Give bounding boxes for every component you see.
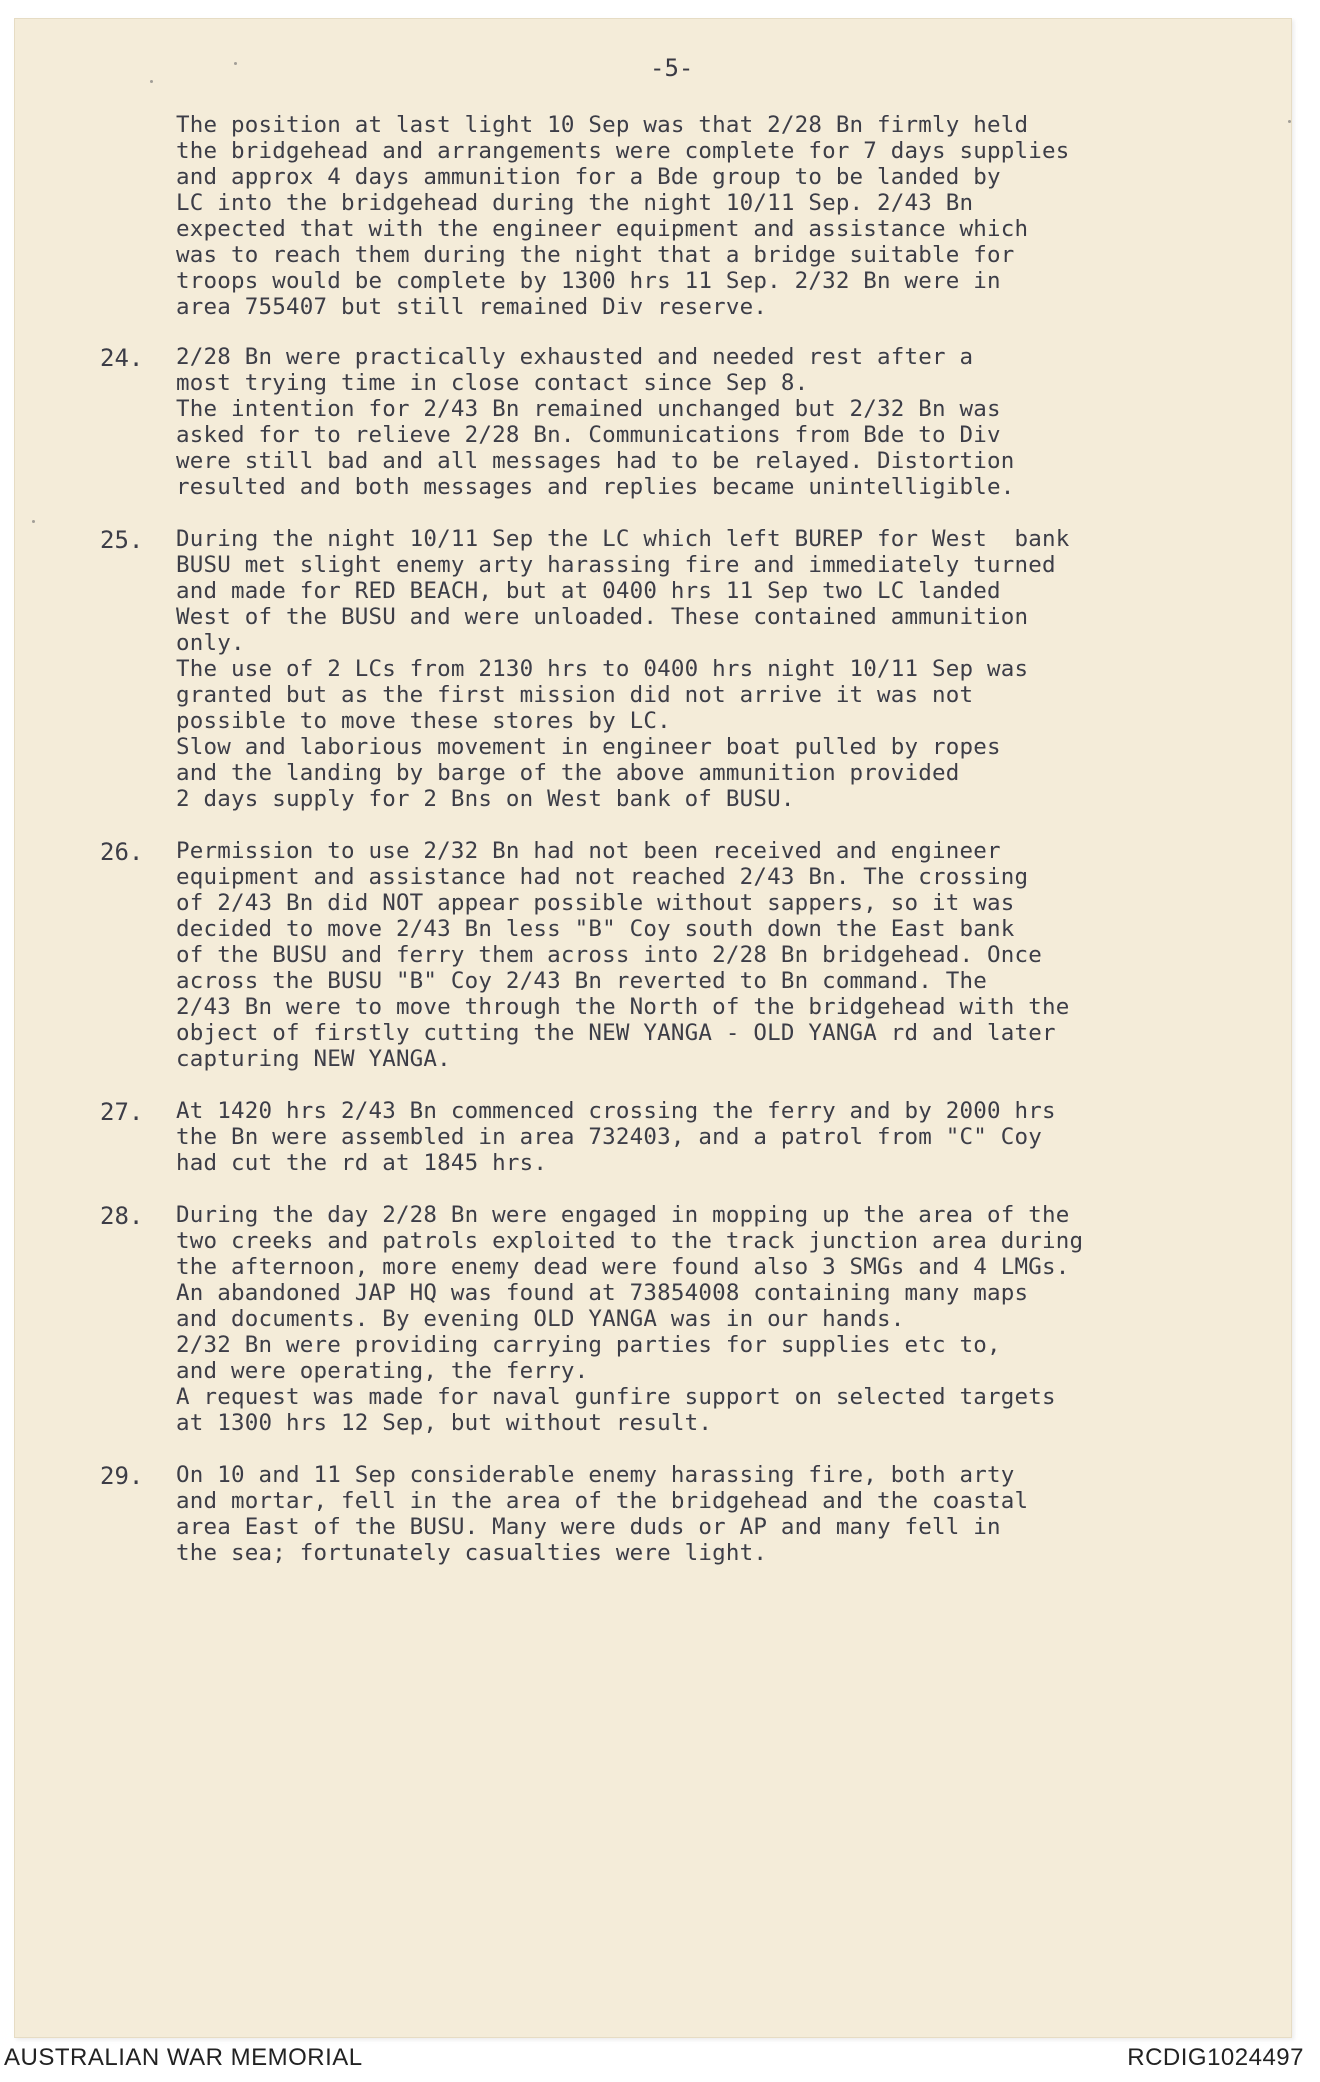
paper-speck xyxy=(32,520,35,523)
text-line: at 1300 hrs 12 Sep, but without result. xyxy=(176,1410,713,1436)
text-line: and approx 4 days ammunition for a Bde group to be landed by xyxy=(176,164,1001,190)
text-line: The use of 2 LCs from 2130 hrs to 0400 hrs night 10/11 Sep was xyxy=(176,656,1029,682)
paragraph-number: 26. xyxy=(100,838,144,866)
text-line: only. xyxy=(176,630,245,656)
text-line: Permission to use 2/32 Bn had not been received and engineer xyxy=(176,838,1001,864)
text-line: and mortar, fell in the area of the bridgehead and the coastal xyxy=(176,1488,1029,1514)
text-line: BUSU met slight enemy arty harassing fire and immediately turned xyxy=(176,552,1056,578)
text-line: and the landing by barge of the above ammunition provided xyxy=(176,760,960,786)
text-line: During the night 10/11 Sep the LC which left BUREP for West bank xyxy=(176,526,1070,552)
footer-archive-name: AUSTRALIAN WAR MEMORIAL xyxy=(4,2044,363,2071)
text-line: of the BUSU and ferry them across into 2/28 Bn bridgehead. Once xyxy=(176,942,1043,968)
text-line: the Bn were assembled in area 732403, and a patrol from "C" Coy xyxy=(176,1124,1043,1150)
text-line: During the day 2/28 Bn were engaged in mopping up the area of the xyxy=(176,1202,1070,1228)
paper-speck xyxy=(234,62,237,65)
text-line: the bridgehead and arrangements were complete for 7 days supplies xyxy=(176,138,1070,164)
text-line: A request was made for naval gunfire support on selected targets xyxy=(176,1384,1056,1410)
paper-speck xyxy=(150,80,153,83)
text-line: expected that with the engineer equipment and assistance which xyxy=(176,216,1029,242)
text-line: was to reach them during the night that a bridge suitable for xyxy=(176,242,1015,268)
paragraph-number: 28. xyxy=(100,1202,144,1230)
text-line: At 1420 hrs 2/43 Bn commenced crossing the ferry and by 2000 hrs xyxy=(176,1098,1056,1124)
text-line: the afternoon, more enemy dead were found also 3 SMGs and 4 LMGs. xyxy=(176,1254,1070,1280)
text-line: 2/43 Bn were to move through the North of the bridgehead with the xyxy=(176,994,1070,1020)
paragraph-text xyxy=(176,1462,1028,1566)
paragraph-number: 25. xyxy=(100,526,144,554)
footer-document-id: RCDIG1024497 xyxy=(1127,2044,1304,2071)
text-line: LC into the bridgehead during the night 10/11 Sep. 2/43 Bn xyxy=(176,190,974,216)
text-line: area 755407 but still remained Div reserve. xyxy=(176,294,768,320)
paragraph-text xyxy=(176,1202,1083,1436)
text-line: The intention for 2/43 Bn remained unchanged but 2/32 Bn was xyxy=(176,396,1001,422)
page-number: -5- xyxy=(650,54,694,82)
text-line: granted but as the first mission did not arrive it was not xyxy=(176,682,974,708)
text-line: An abandoned JAP HQ was found at 73854008 containing many maps xyxy=(176,1280,1029,1306)
text-line: 2 days supply for 2 Bns on West bank of BUSU. xyxy=(176,786,795,812)
paragraph-text xyxy=(176,344,1015,500)
text-line: decided to move 2/43 Bn less "B" Coy south down the East bank xyxy=(176,916,1015,942)
paper-speck xyxy=(1288,120,1291,123)
text-line: two creeks and patrols exploited to the track junction area during xyxy=(176,1228,1084,1254)
text-line: resulted and both messages and replies became unintelligible. xyxy=(176,474,1015,500)
text-line: had cut the rd at 1845 hrs. xyxy=(176,1150,548,1176)
text-line: equipment and assistance had not reached 2/43 Bn. The crossing xyxy=(176,864,1029,890)
text-line: asked for to relieve 2/28 Bn. Communications from Bde to Div xyxy=(176,422,1001,448)
text-line: Slow and laborious movement in engineer boat pulled by ropes xyxy=(176,734,1001,760)
text-line: were still bad and all messages had to be relayed. Distortion xyxy=(176,448,1015,474)
text-line: across the BUSU "B" Coy 2/43 Bn reverted to Bn command. The xyxy=(176,968,988,994)
text-line: and documents. By evening OLD YANGA was in our hands. xyxy=(176,1306,905,1332)
text-line: and made for RED BEACH, but at 0400 hrs 11 Sep two LC landed xyxy=(176,578,1001,604)
paragraph-number: 29. xyxy=(100,1462,144,1490)
text-line: The position at last light 10 Sep was that 2/28 Bn firmly held xyxy=(176,112,1029,138)
paragraph-text xyxy=(176,526,1070,812)
text-line: of 2/43 Bn did NOT appear possible without sappers, so it was xyxy=(176,890,1015,916)
text-line: 2/32 Bn were providing carrying parties for supplies etc to, xyxy=(176,1332,1001,1358)
text-line: and were operating, the ferry. xyxy=(176,1358,589,1384)
text-line: 2/28 Bn were practically exhausted and needed rest after a xyxy=(176,344,974,370)
paragraph-text xyxy=(176,838,1070,1072)
paragraph-text xyxy=(176,112,1070,320)
text-line: troops would be complete by 1300 hrs 11 Sep. 2/32 Bn were in xyxy=(176,268,1001,294)
text-line: most trying time in close contact since Sep 8. xyxy=(176,370,809,396)
paragraph-number: 24. xyxy=(100,344,144,372)
text-line: object of firstly cutting the NEW YANGA - OLD YANGA rd and later xyxy=(176,1020,1056,1046)
paragraph-number: 27. xyxy=(100,1098,144,1126)
text-line: On 10 and 11 Sep considerable enemy harassing fire, both arty xyxy=(176,1462,1015,1488)
text-line: West of the BUSU and were unloaded. These contained ammunition xyxy=(176,604,1029,630)
text-line: possible to move these stores by LC. xyxy=(176,708,671,734)
paragraph-text xyxy=(176,1098,1056,1176)
text-line: the sea; fortunately casualties were light. xyxy=(176,1540,768,1566)
text-line: area East of the BUSU. Many were duds or AP and many fell in xyxy=(176,1514,1001,1540)
text-line: capturing NEW YANGA. xyxy=(176,1046,451,1072)
